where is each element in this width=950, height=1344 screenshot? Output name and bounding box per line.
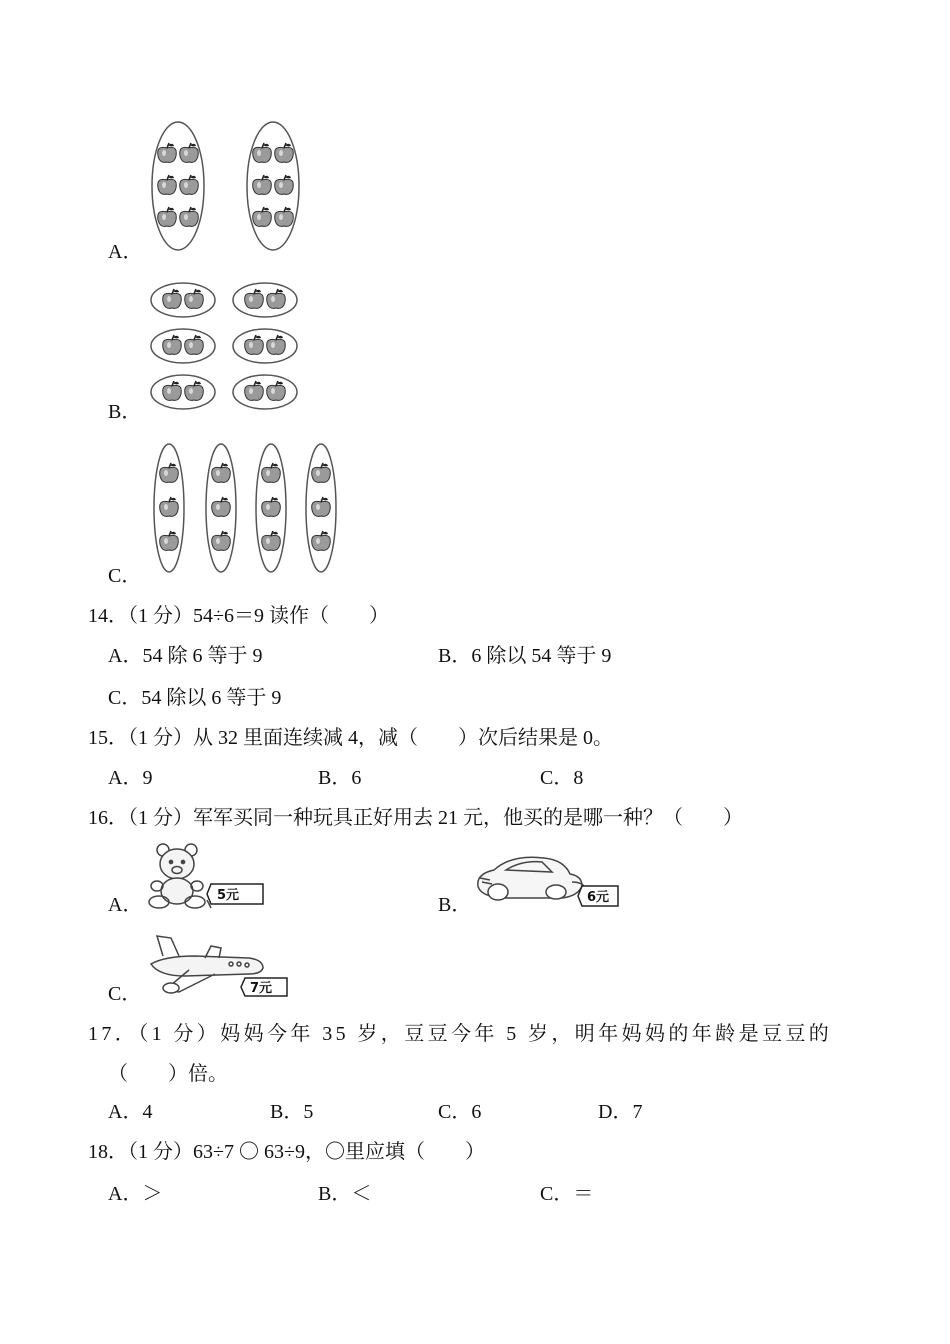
group-circle bbox=[233, 329, 297, 363]
apple-icon bbox=[160, 497, 179, 516]
apple-icon bbox=[253, 143, 272, 162]
q14-option-b: B．6 除以 54 等于 9 bbox=[438, 645, 612, 667]
q15-option-a: A．9 bbox=[108, 767, 153, 789]
q13-option-b-figure bbox=[148, 278, 308, 418]
apple-icon bbox=[312, 463, 331, 482]
q16-option-b-price: 6元 bbox=[587, 890, 610, 905]
teddy-bear-icon bbox=[145, 842, 265, 912]
apple-icon bbox=[160, 531, 179, 550]
apple-icon bbox=[180, 175, 199, 194]
apple-icon bbox=[267, 381, 286, 400]
q15-option-c: C．8 bbox=[540, 767, 584, 789]
q18-option-c: C．＝ bbox=[540, 1183, 594, 1205]
q13-option-a-figure bbox=[148, 118, 318, 258]
q14-option-c: C．54 除以 6 等于 9 bbox=[108, 687, 282, 709]
apple-icon bbox=[185, 381, 204, 400]
q17-option-c: C．6 bbox=[438, 1101, 482, 1123]
q14-stem: 14．（1 分）54÷6＝9 读作（ ） bbox=[88, 605, 389, 627]
apple-icon bbox=[180, 143, 199, 162]
q13-option-c-figure bbox=[145, 438, 345, 578]
airplane-icon bbox=[145, 930, 295, 1000]
apple-icon bbox=[275, 175, 294, 194]
q16-option-b-letter: B． bbox=[438, 894, 472, 916]
apple-icon bbox=[275, 143, 294, 162]
q13-option-a-letter: A． bbox=[108, 241, 143, 263]
q16-option-a-letter: A． bbox=[108, 894, 143, 916]
q13-option-c-letter: C． bbox=[108, 565, 142, 587]
apple-icon bbox=[163, 289, 182, 308]
apple-icon bbox=[275, 207, 294, 226]
group-circle bbox=[233, 283, 297, 317]
q18-option-a: A．＞ bbox=[108, 1183, 163, 1205]
apple-icon bbox=[245, 381, 264, 400]
q17-stem-line2: （ ）倍。 bbox=[108, 1063, 228, 1085]
q16-option-a-price: 5元 bbox=[217, 888, 240, 903]
apple-icon bbox=[160, 463, 179, 482]
q17-option-b: B．5 bbox=[270, 1101, 314, 1123]
apple-icon bbox=[158, 175, 177, 194]
q18-stem: 18．（1 分）63÷7 〇 63÷9，〇里应填（ ） bbox=[88, 1141, 485, 1163]
group-circle bbox=[233, 375, 297, 409]
apple-icon bbox=[312, 531, 331, 550]
apple-icon bbox=[262, 531, 281, 550]
q13-option-b-letter: B． bbox=[108, 401, 142, 423]
apple-icon bbox=[245, 335, 264, 354]
q16-option-c-price: 7元 bbox=[250, 981, 273, 996]
apple-icon bbox=[212, 463, 231, 482]
group-circle bbox=[151, 329, 215, 363]
q16-stem: 16．（1 分）军军买同一种玩具正好用去 21 元，他买的是哪一种？（ ） bbox=[88, 807, 743, 829]
apple-icon bbox=[158, 207, 177, 226]
apple-icon bbox=[267, 289, 286, 308]
toy-car-icon bbox=[472, 852, 622, 912]
q17-option-a: A．4 bbox=[108, 1101, 153, 1123]
apple-icon bbox=[253, 175, 272, 194]
q15-stem: 15．（1 分）从 32 里面连续减 4，减（ ）次后结果是 0。 bbox=[88, 727, 613, 749]
apple-icon bbox=[212, 531, 231, 550]
apple-icon bbox=[212, 497, 231, 516]
q17-stem-line1: 17．（1 分）妈妈今年 35 岁，豆豆今年 5 岁，明年妈妈的年龄是豆豆的 bbox=[88, 1023, 833, 1045]
apple-icon bbox=[245, 289, 264, 308]
apple-icon bbox=[253, 207, 272, 226]
apple-icon bbox=[262, 497, 281, 516]
apple-icon bbox=[158, 143, 177, 162]
apple-icon bbox=[267, 335, 286, 354]
apple-icon bbox=[180, 207, 199, 226]
q17-option-d: D．7 bbox=[598, 1101, 643, 1123]
apple-icon bbox=[185, 289, 204, 308]
apple-icon bbox=[163, 381, 182, 400]
apple-icon bbox=[262, 463, 281, 482]
q14-option-a: A．54 除 6 等于 9 bbox=[108, 645, 263, 667]
group-circle bbox=[151, 283, 215, 317]
group-circle bbox=[151, 375, 215, 409]
apple-icon bbox=[163, 335, 182, 354]
q18-option-b: B．＜ bbox=[318, 1183, 372, 1205]
apple-icon bbox=[312, 497, 331, 516]
q16-option-c-letter: C． bbox=[108, 983, 142, 1005]
apple-icon bbox=[185, 335, 204, 354]
q15-option-b: B．6 bbox=[318, 767, 362, 789]
